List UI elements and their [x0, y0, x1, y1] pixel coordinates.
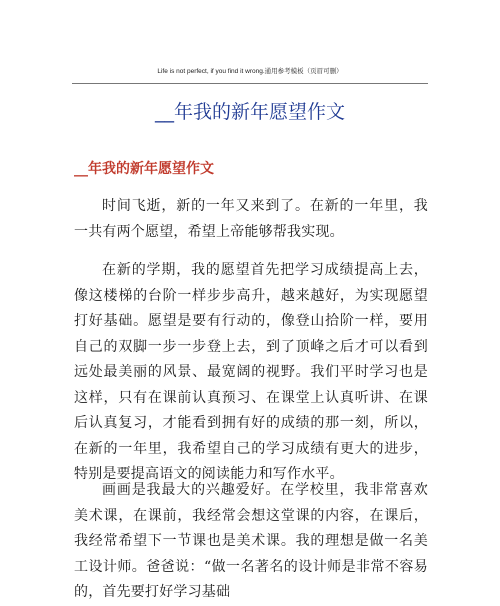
- title-text: 年我的新年愿望作文: [173, 101, 345, 123]
- document-title: [0, 98, 500, 126]
- header-divider: [72, 83, 428, 84]
- page-header-text: Life is not perfect, if you find it wrong.通用参考模板（页眉可删）: [157, 68, 343, 75]
- paragraph-drawing-wish: 画画是我最大的兴趣爱好。在学校里，我非常喜欢美术课，在课前，我经常会想这堂课的内容，在课后，我经常希望下一节课也是美术课。我的理想是做一名美工设计师。爸爸说：“做一名著名的设计师是非常不容易的，首先要打好学习基础: [74, 482, 428, 600]
- heading-text: 年我的新年愿望作文: [88, 161, 214, 177]
- paragraph-intro: 时间飞逝，新的一年又来到了。在新的一年里，我一共有两个愿望，希望上帝能够帮我实现。: [74, 198, 428, 240]
- heading-blank: __: [74, 161, 88, 177]
- title-blank: __: [154, 101, 174, 123]
- paragraph-study-wish: 在新的学期，我的愿望首先把学习成绩提高上去，像这楼梯的台阶一样步步高升，越来越好，为实现愿望打好基础。愿望是要有行动的，像登山拾阶一样，要用自己的双脚一步一步登上去，到了顶峰之后才可以看到远处最美丽的风景、最宽阔的视野。我们平时学习也是这样，只有在课前认真预习、在课堂上认真听讲、在课后认真复习，才能看到拥有好的成绩的那一刻，所以，在新的一年里，我希望自己的学习成绩有更大的进步，特别是要提高语文的阅读能力和写作水平。: [74, 262, 428, 482]
- section-heading: [74, 159, 214, 179]
